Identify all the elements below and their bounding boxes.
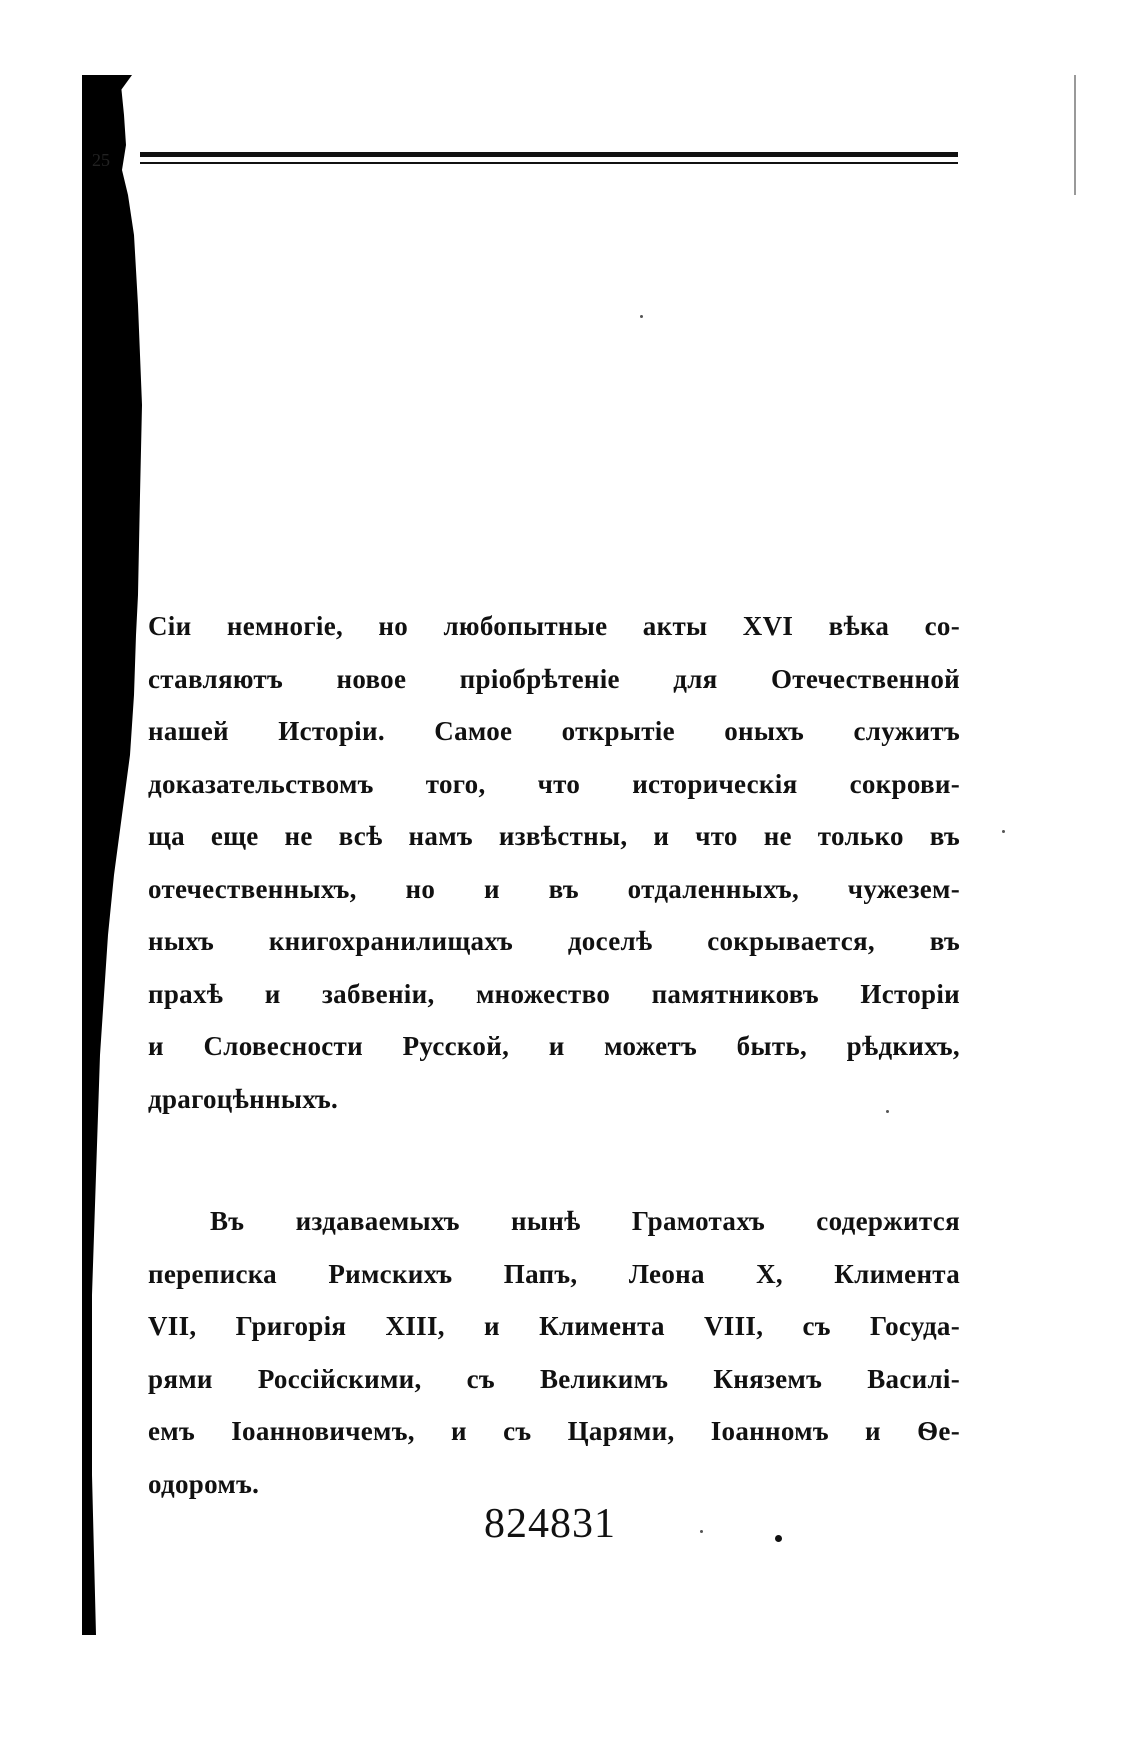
page-number: 25: [92, 150, 110, 170]
page-border-line: [1074, 75, 1076, 195]
paragraph-1-line: Сiи немногiе, но любопытные акты XVI вѣка со-: [148, 611, 960, 641]
paragraph-1-line: ставляютъ новое прiобрѣтенiе для Отечественной: [148, 663, 960, 694]
paragraph-2-line: переписка Римскихъ Папъ, Леона X, Климента: [148, 1258, 960, 1289]
paragraph-1: [148, 600, 960, 1125]
paragraph-1-line: ща еще не всѣ намъ извѣстны, и что не только въ: [148, 821, 960, 851]
paper-speck: [775, 1535, 782, 1542]
paragraph-2-line: VII, Григорiя XIII, и Климента VIII, съ Госуда-: [148, 1311, 960, 1341]
paper-speck: [886, 1110, 889, 1113]
paragraph-1-line: отечественныхъ, но и въ отдаленныхъ, чужезем-: [148, 873, 960, 904]
paragraph-1-line: драгоцѣнныхъ.: [148, 1083, 339, 1114]
paragraph-1-line: нашей Исторiи. Самое открытiе оныхъ служитъ: [148, 716, 960, 746]
paragraph-2-line: рями Россiйскими, съ Великимъ Княземъ Василi-: [148, 1363, 960, 1394]
paragraph-1-line: и Словесности Русской, и можетъ быть, рѣдкихъ,: [148, 1031, 960, 1061]
paragraph-1-line: ныхъ книгохранилищахъ доселѣ сокрывается, въ: [148, 926, 960, 956]
paragraph-2: [148, 1195, 960, 1510]
paper-speck: [640, 315, 643, 318]
paragraph-2-line: одоромъ.: [148, 1468, 260, 1499]
paragraph-1-line: прахѣ и забвенiи, множество памятниковъ Исторiи: [148, 978, 960, 1009]
paragraph-2-line: Въ издаваемыхъ нынѣ Грамотахъ содержится: [210, 1206, 960, 1236]
header-rule-thin: [140, 162, 958, 164]
binding-edge: [82, 75, 152, 1635]
paper-speck: [1002, 830, 1005, 833]
paper-speck: [700, 1530, 703, 1533]
header-rule: [140, 152, 958, 166]
inventory-stamp-number: 824831: [484, 1501, 616, 1547]
paragraph-1-line: доказательствомъ того, что историческiя сокрови-: [148, 768, 960, 799]
paragraph-2-line: емъ Iоанновичемъ, и съ Царями, Iоанномъ и Ѳе-: [148, 1416, 960, 1446]
header-rule-thick: [140, 152, 958, 157]
